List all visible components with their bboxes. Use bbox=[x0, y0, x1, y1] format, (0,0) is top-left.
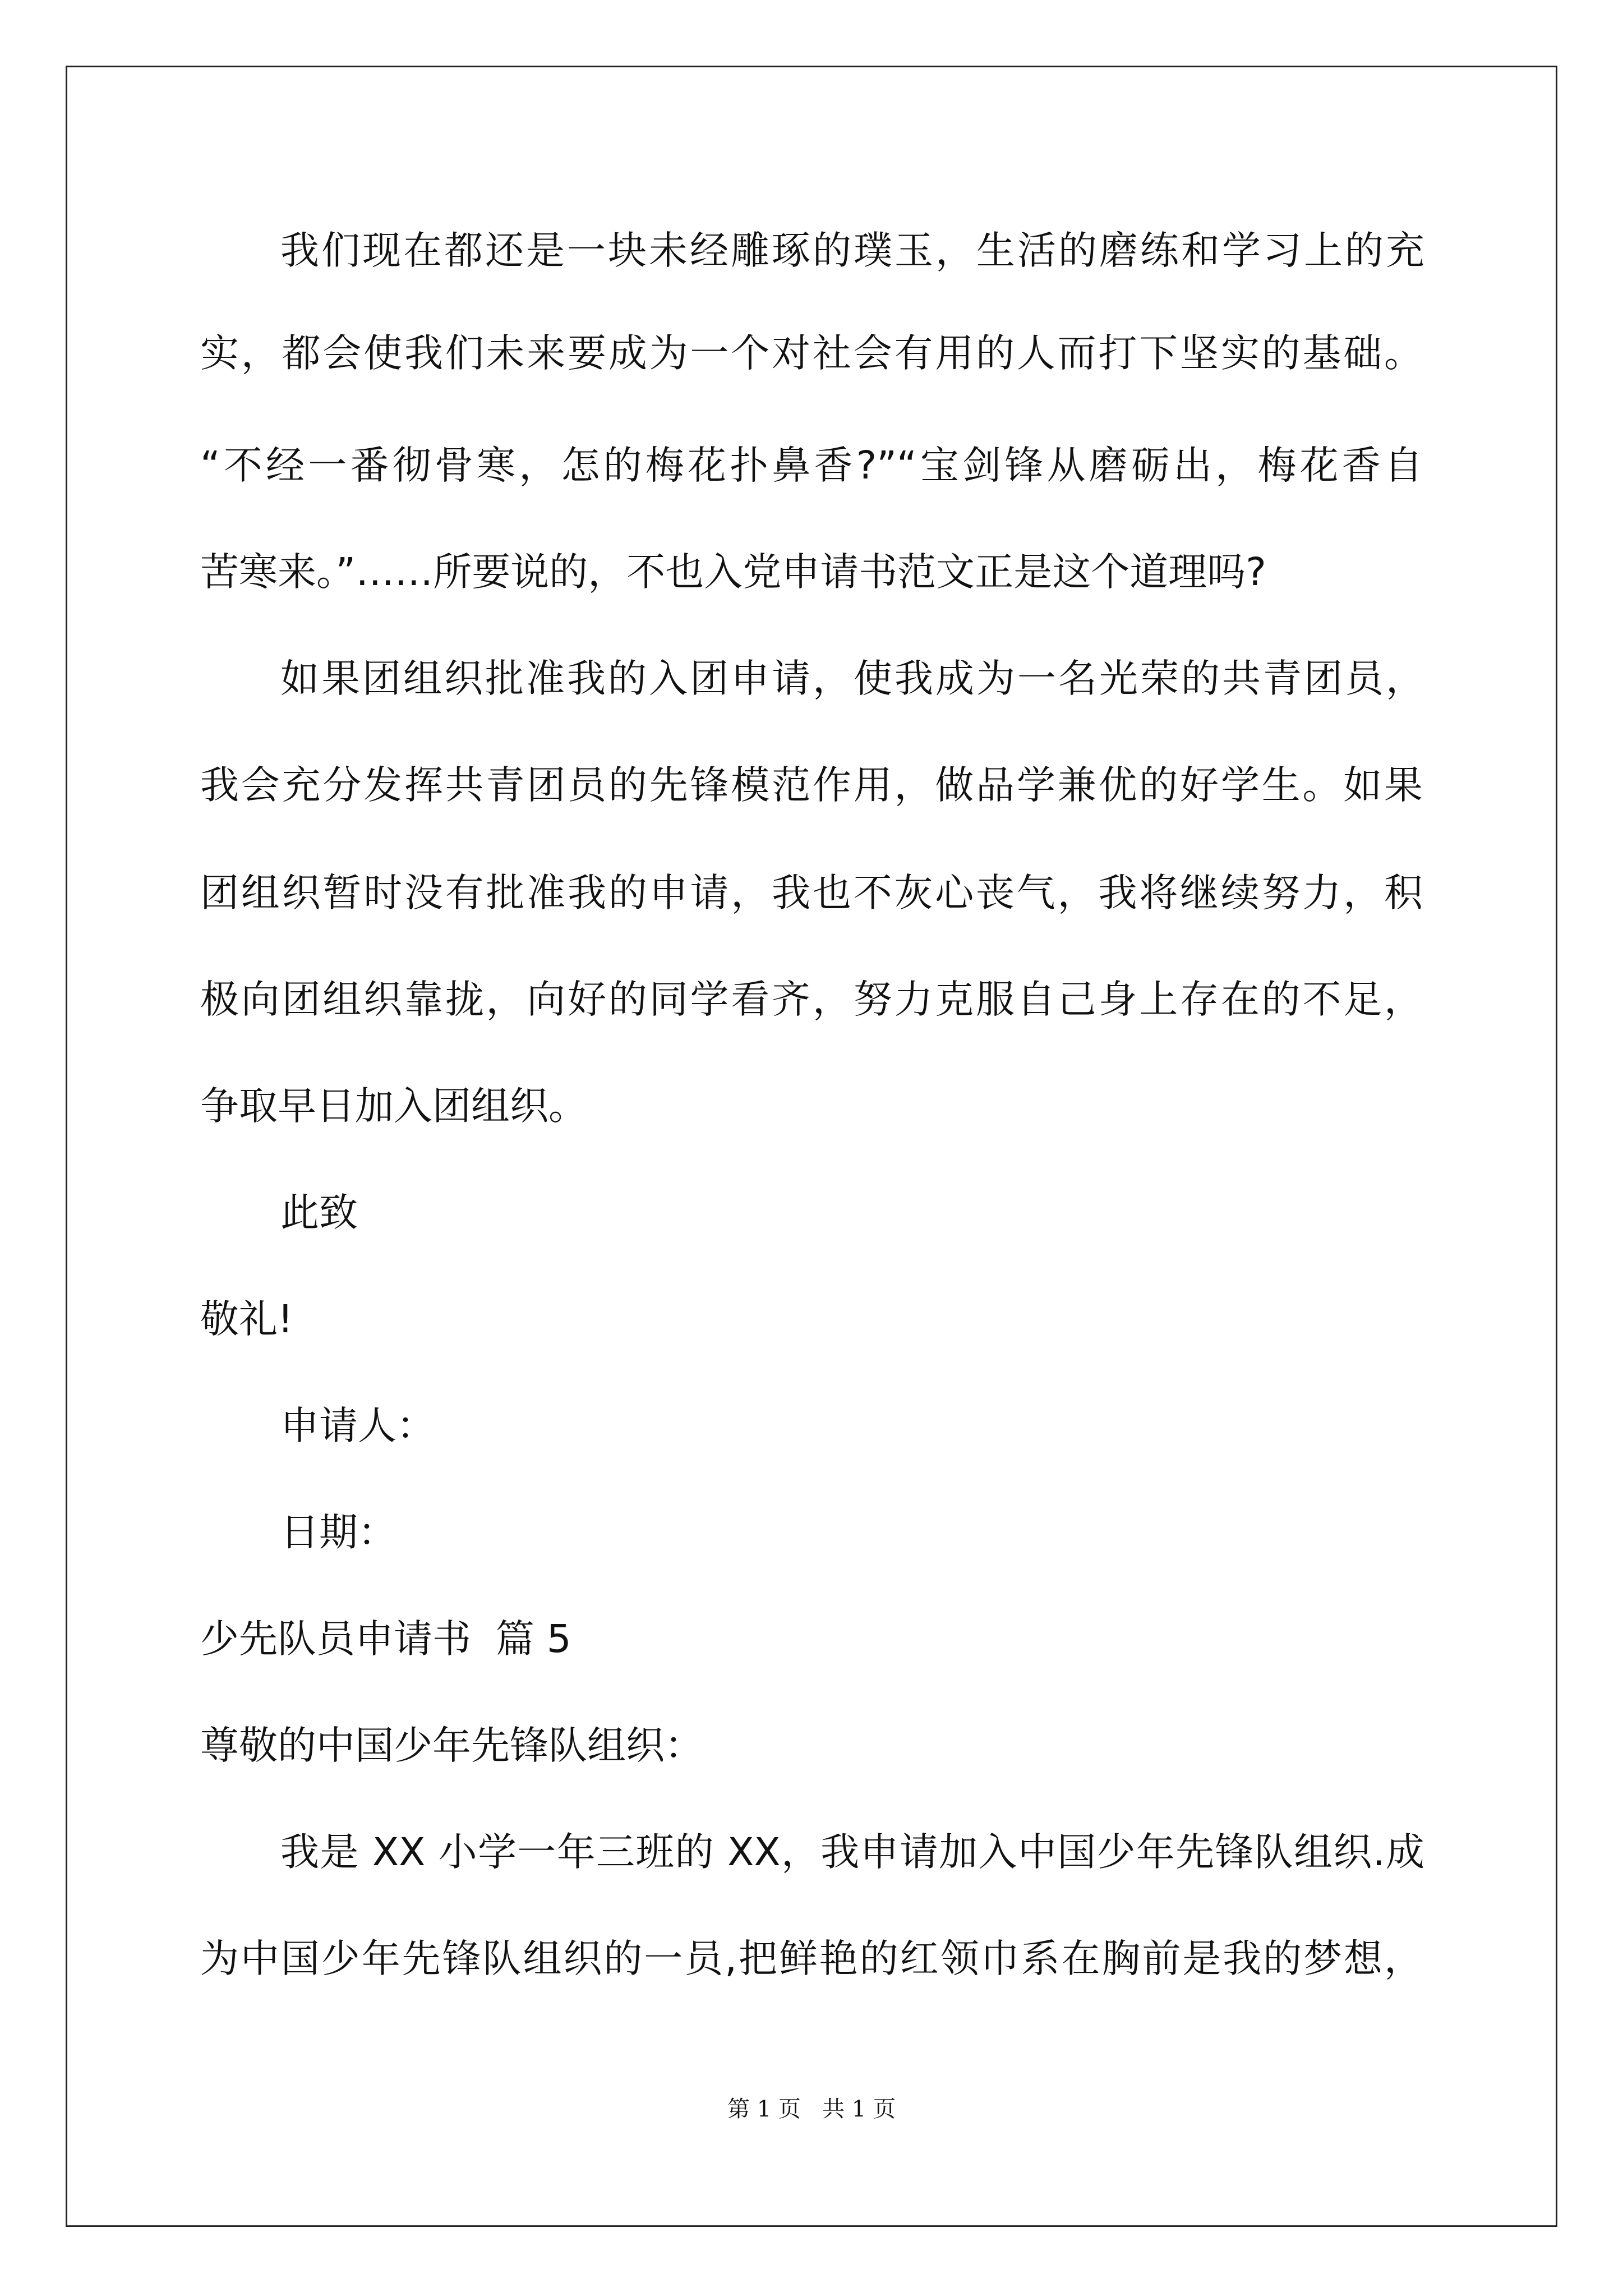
section-heading: 少先队员申请书 篇 5 bbox=[200, 1617, 571, 1662]
applicant-label: 申请人： bbox=[280, 1404, 435, 1448]
date-label: 日期： bbox=[280, 1510, 396, 1555]
paragraph-text: 如果团组织批准我的入团申请，使我成为一名光荣的共青团员， bbox=[280, 656, 1424, 701]
text-line bbox=[0, 859, 1623, 927]
salutation-text: 敬礼! bbox=[200, 1297, 293, 1342]
page-border bbox=[66, 66, 1557, 2227]
applicant-line bbox=[0, 1392, 1623, 1460]
paragraph-text: 我们现在都还是一块未经雕琢的璞玉，生活的磨练和学习上的充 bbox=[280, 228, 1424, 273]
paragraph-text: 苦寒来。”……所要说的，不也入党申请书范文正是这个道理吗? bbox=[200, 550, 1266, 595]
paragraph-text: “不经一番彻骨寒，怎的梅花扑鼻香?”“宝剑锋从磨砺出，梅花香自 bbox=[200, 443, 1423, 488]
section-heading-line bbox=[0, 1605, 1623, 1673]
paragraph-text: 我会充分发挥共青团员的先锋模范作用，做品学兼优的好学生。如果 bbox=[200, 763, 1423, 808]
text-line bbox=[0, 1925, 1623, 1993]
text-line bbox=[0, 645, 1623, 712]
text-line bbox=[0, 320, 1623, 387]
salutation-line bbox=[0, 1286, 1623, 1353]
text-line bbox=[0, 1819, 1623, 1886]
closing-text: 此致 bbox=[280, 1190, 358, 1235]
text-line bbox=[0, 432, 1623, 499]
closing-line bbox=[0, 1179, 1623, 1246]
text-line bbox=[0, 752, 1623, 819]
date-line bbox=[0, 1499, 1623, 1566]
page-footer: 第 1 页 共 1 页 bbox=[727, 2096, 896, 2122]
paragraph-text: 为中国少年先锋队组织的一员,把鲜艳的红领巾系在胸前是我的梦想， bbox=[200, 1936, 1423, 1981]
text-line bbox=[0, 539, 1623, 606]
text-line bbox=[0, 217, 1623, 284]
paragraph-text: 团组织暂时没有批准我的申请，我也不灰心丧气，我将继续努力，积 bbox=[200, 871, 1423, 915]
greeting-text: 尊敬的中国少年先锋队组织： bbox=[200, 1723, 703, 1768]
text-line bbox=[0, 966, 1623, 1033]
text-line bbox=[0, 1073, 1623, 1140]
paragraph-text: 实，都会使我们未来要成为一个对社会有用的人而打下坚实的基础。 bbox=[200, 331, 1423, 376]
paragraph-text: 我是 XX 小学一年三班的 XX，我申请加入中国少年先锋队组织.成 bbox=[280, 1830, 1424, 1875]
greeting-line bbox=[0, 1712, 1623, 1779]
paragraph-text: 争取早日加入团组织。 bbox=[200, 1084, 587, 1129]
paragraph-text: 极向团组织靠拢，向好的同学看齐，努力克服自己身上存在的不足， bbox=[200, 977, 1423, 1022]
